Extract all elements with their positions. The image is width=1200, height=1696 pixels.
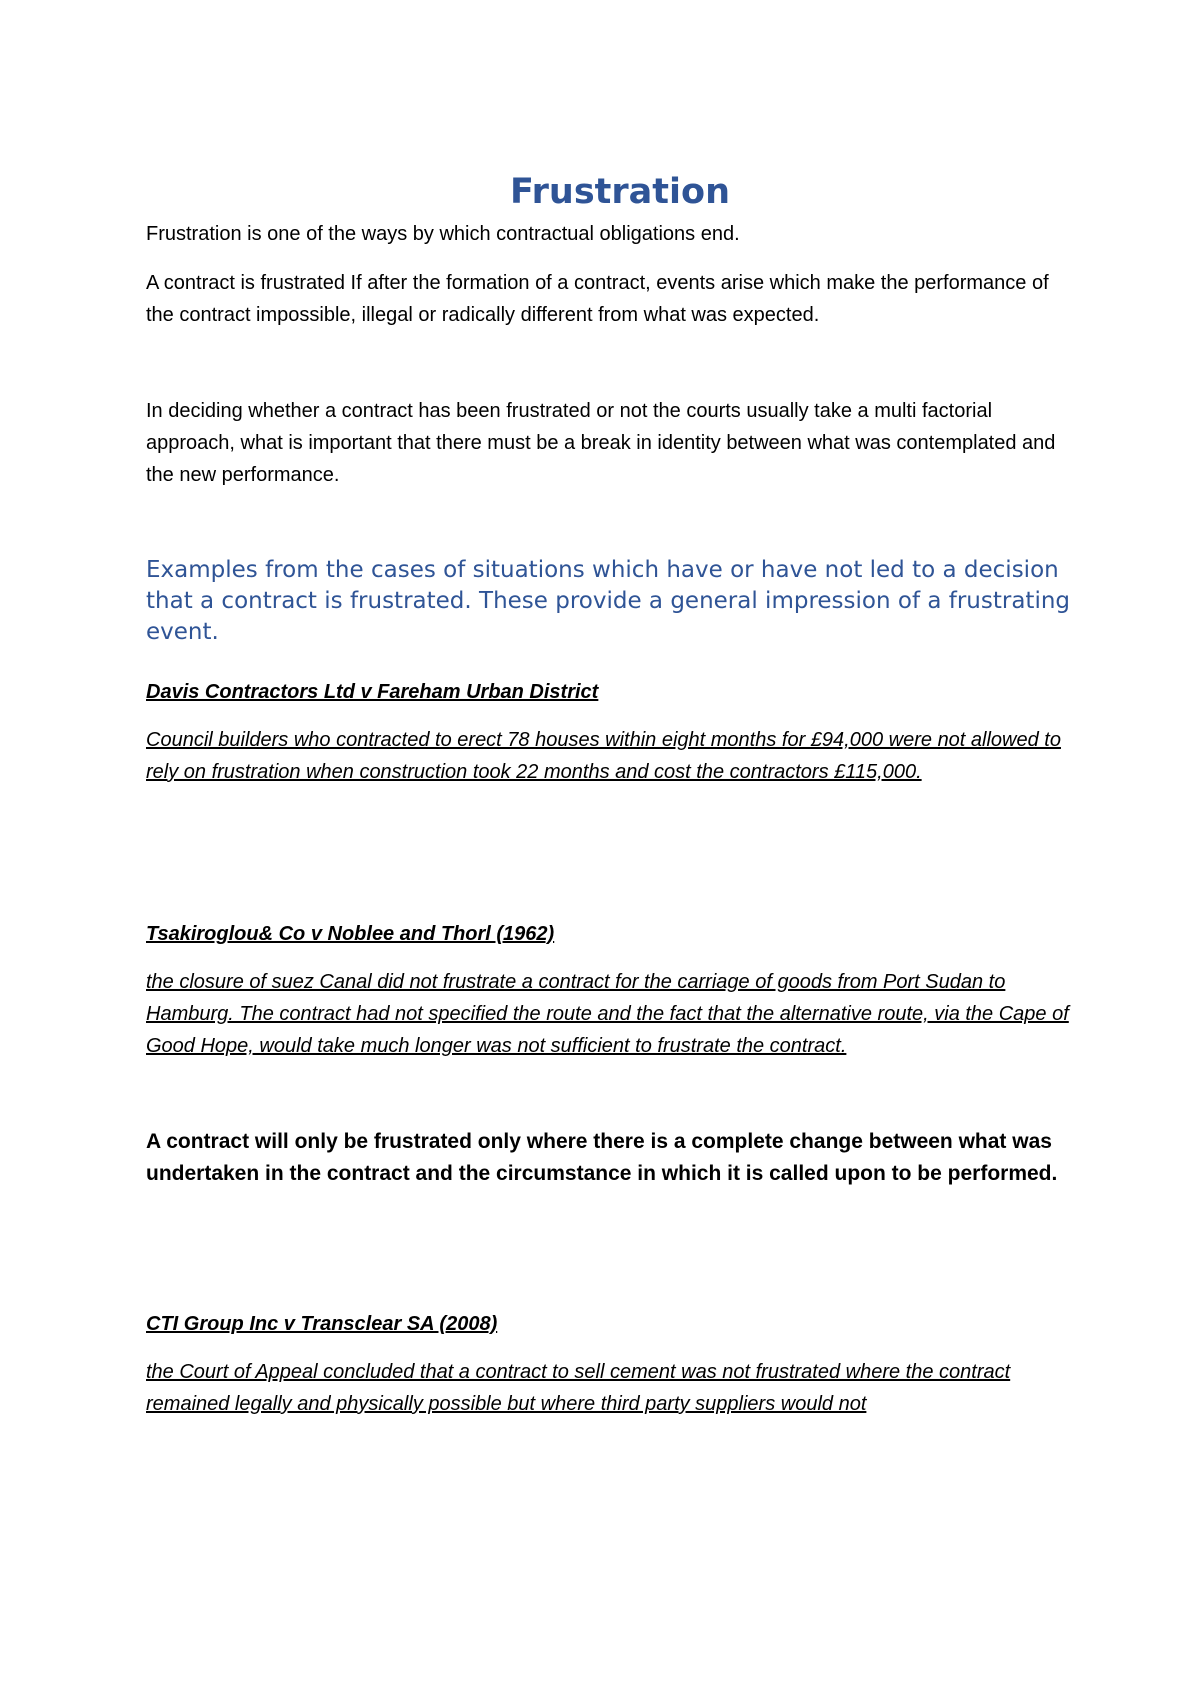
approach-paragraph: In deciding whether a contract has been frustrated or not the courts usually take a multi factorial approach, what is important that there must be a break in identity between what was contemplated and the new performance. bbox=[146, 400, 1056, 486]
document-body bbox=[146, 170, 1076, 1420]
case-title: Tsakiroglou& Co v Noblee and Thorl (1962) bbox=[146, 923, 555, 945]
case-title: Davis Contractors Ltd v Fareham Urban District bbox=[146, 681, 599, 703]
definition-paragraph: A contract is frustrated If after the formation of a contract, events arise which make the performance of the contract impossible, illegal or radically different from what was expected. bbox=[146, 272, 1049, 326]
case-description: the closure of suez Canal did not frustrate a contract for the carriage of goods from Port Sudan to Hamburg. The contract had not specified the route and the fact that the alternative route, via the Cape of Good Hope, would take much longer was not sufficient to frustrate the contract. bbox=[146, 971, 1069, 1057]
page-title: Frustration bbox=[510, 172, 730, 212]
case-title: CTI Group Inc v Transclear SA (2008) bbox=[146, 1313, 498, 1335]
intro-paragraph: Frustration is one of the ways by which contractual obligations end. bbox=[146, 223, 740, 245]
principle-paragraph: A contract will only be frustrated only where there is a complete change between what was undertaken in the contract and the circumstance in which it is called upon to be performed. bbox=[146, 1130, 1058, 1185]
case-description: the Court of Appeal concluded that a contract to sell cement was not frustrated where the contract remained legally and physically possible but where third party suppliers would not bbox=[146, 1361, 1011, 1415]
examples-heading: Examples from the cases of situations which have or have not led to a decision that a contract is frustrated. These provide a general impression of a frustrating event. bbox=[146, 557, 1071, 645]
case-description: Council builders who contracted to erect 78 houses within eight months for £94,000 were not allowed to rely on frustration when construction took 22 months and cost the contractors £115,000. bbox=[146, 729, 1061, 783]
